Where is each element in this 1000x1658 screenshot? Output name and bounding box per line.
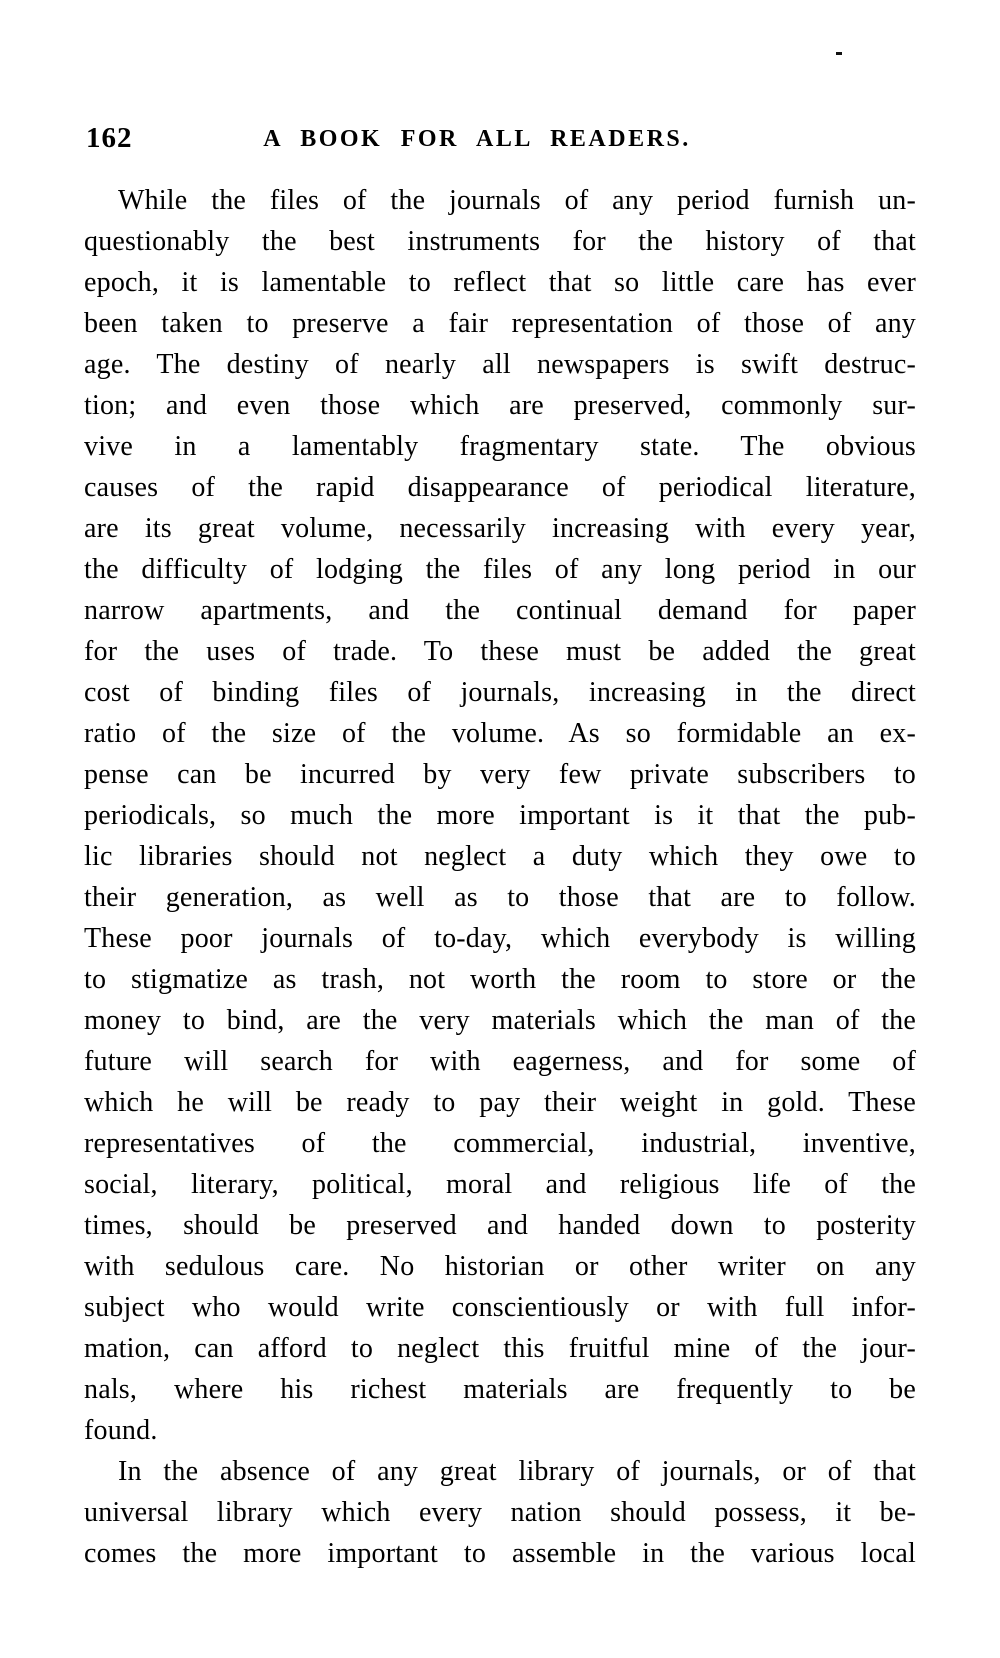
text-line: universal library which every nation should possess, it be-: [84, 1497, 916, 1528]
text-line: cost of binding files of journals, increasing in the direct: [84, 677, 916, 708]
paragraph-2: [84, 1451, 916, 1574]
text-line: age. The destiny of nearly all newspapers is swift destruc-: [84, 349, 916, 380]
text-line: comes the more important to assemble in the various local: [84, 1538, 916, 1569]
text-line: nals, where his richest materials are frequently to be: [84, 1374, 916, 1405]
text-line: lic libraries should not neglect a duty which they owe to: [84, 841, 916, 872]
text-line: social, literary, political, moral and religious life of the: [84, 1169, 916, 1200]
text-line: times, should be preserved and handed down to posterity: [84, 1210, 916, 1241]
text-line: In the absence of any great library of journals, or of that: [118, 1456, 916, 1487]
text-line: tion; and even those which are preserved, commonly sur-: [84, 390, 916, 421]
page-header: [84, 122, 916, 162]
text-line: ratio of the size of the volume. As so formidable an ex-: [84, 718, 916, 749]
text-line: found.: [84, 1415, 158, 1446]
text-line: for the uses of trade. To these must be added the great: [84, 636, 916, 667]
text-line: mation, can afford to neglect this fruitful mine of the jour-: [84, 1333, 916, 1364]
body-text: [84, 180, 916, 1574]
text-line: vive in a lamentably fragmentary state. The obvious: [84, 431, 916, 462]
text-line: epoch, it is lamentable to reflect that so little care has ever: [84, 267, 916, 298]
text-line: representatives of the commercial, industrial, inventive,: [84, 1128, 916, 1159]
text-line: pense can be incurred by very few private subscribers to: [84, 759, 916, 790]
text-line: the difficulty of lodging the files of any long period in our: [84, 554, 916, 585]
text-line: are its great volume, necessarily increasing with every year,: [84, 513, 916, 544]
text-line: with sedulous care. No historian or other writer on any: [84, 1251, 916, 1282]
paragraph-1: [84, 180, 916, 1451]
text-line: causes of the rapid disappearance of periodical literature,: [84, 472, 916, 503]
text-line: questionably the best instruments for the history of that: [84, 226, 916, 257]
text-line: periodicals, so much the more important is it that the pub-: [84, 800, 916, 831]
text-line: which he will be ready to pay their weight in gold. These: [84, 1087, 916, 1118]
text-line: money to bind, are the very materials which the man of the: [84, 1005, 916, 1036]
text-line: While the files of the journals of any period furnish un-: [118, 185, 916, 216]
running-title: A BOOK FOR ALL READERS.: [263, 126, 691, 152]
text-line: These poor journals of to-day, which everybody is willing: [84, 923, 916, 954]
page-number: 162: [86, 122, 133, 154]
scan-speck-mark: [836, 52, 842, 55]
text-line: their generation, as well as to those that are to follow.: [84, 882, 916, 913]
text-line: future will search for with eagerness, and for some of: [84, 1046, 916, 1077]
text-line: subject who would write conscientiously or with full infor-: [84, 1292, 916, 1323]
text-line: to stigmatize as trash, not worth the room to store or the: [84, 964, 916, 995]
text-line: been taken to preserve a fair representation of those of any: [84, 308, 916, 339]
text-line: narrow apartments, and the continual demand for paper: [84, 595, 916, 626]
